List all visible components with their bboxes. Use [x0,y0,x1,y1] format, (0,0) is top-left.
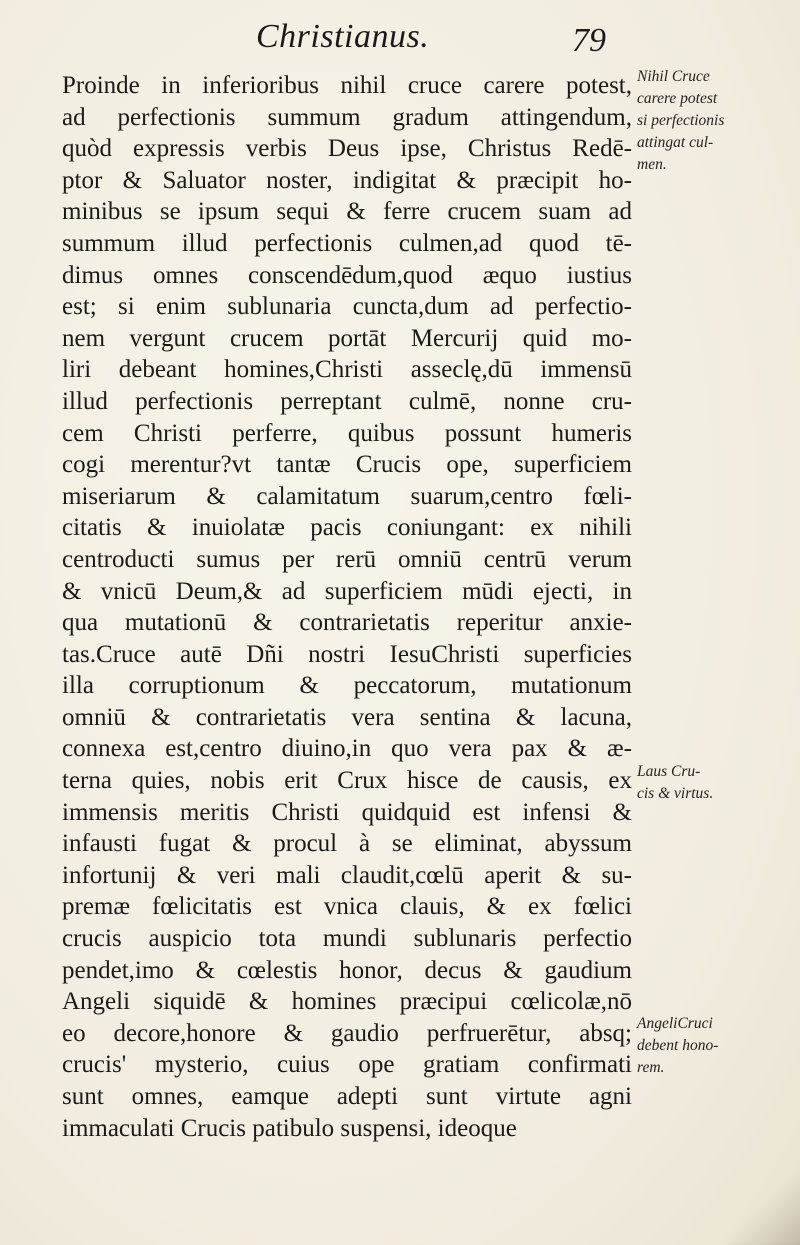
margin-note-angeli-cruci [637,1013,797,1079]
text-line: Angeli siquidē & homines præcipui cœlicolæ,nō [62,988,632,1016]
page-corner-stain [710,1155,800,1245]
margin-note-nihil-cruce [637,66,797,176]
text-line: ptor & Saluator noster, indigitat & præcipit ho- [62,166,632,194]
text-line: miseriarum & calamitatum suarum,centro fœli- [62,482,632,510]
text-line: summum illud perfectionis culmen,ad quod tē- [62,229,632,257]
text-line: tas.Cruce autē Dñi nostri IesuChristi superficies [62,640,632,668]
text-line: ad perfectionis summum gradum attingendum, [62,103,632,131]
text-line: premæ fœlicitatis est vnica clauis, & ex fœlici [62,893,632,921]
text-line: crucis auspicio tota mundi sublunaris perfectio [62,925,632,953]
text-line: immensis meritis Christi quidquid est infensi & [62,798,632,826]
margin-note-line: Nihil Cruce [637,68,710,85]
main-text-column [62,70,632,1144]
text-line: illa corruptionum & peccatorum, mutationum [62,672,632,700]
margin-note-line: attingat cul- [637,134,714,151]
text-line: terna quies, nobis erit Crux hisce de causis, ex [62,767,632,795]
text-line: qua mutationū & contrarietatis reperitur anxie- [62,609,632,637]
text-line: illud perfectionis perreptant culmē, nonne cru- [62,387,632,415]
running-head: Christianus. [256,18,430,55]
margin-note-line: Laus Cru- [637,763,701,780]
text-line: minibus se ipsum sequi & ferre crucem suam ad [62,198,632,226]
text-line: pendet,imo & cœlestis honor, decus & gaudium [62,956,632,984]
text-line: omniū & contrarietatis vera sentina & lacuna, [62,703,632,731]
text-line: cogi merentur?vt tantæ Crucis ope, superficiem [62,451,632,479]
text-line: sunt omnes, eamque adepti sunt virtute agni [62,1083,632,1110]
text-line: quòd expressis verbis Deus ipse, Christus Redē- [62,135,632,163]
text-line: infausti fugat & procul à se eliminat, abyssum [62,830,632,858]
text-line: liri debeant homines,Christi asseclę,dū immensū [62,356,632,384]
text-line: dimus omnes conscendēdum,quod æquo iustius [62,261,632,289]
text-line: est; si enim sublunaria cuncta,dum ad perfectio- [62,293,632,321]
margin-note-line: debent hono- [637,1037,719,1054]
margin-note-line: si perfectionis [637,112,725,129]
text-line: & vnicū Deum,& ad superficiem mūdi ejecti, in [62,577,632,605]
margin-note-line: cis & virtus. [637,785,714,802]
margin-note-line: men. [637,156,667,173]
margin-note-line: carere potest [637,90,718,107]
text-line: connexa est,centro diuino,in quo vera pax & æ- [62,735,632,763]
margin-note-line: AngeliCruci [637,1015,713,1032]
text-line: centroducti sumus per rerū omniū centrū verum [62,545,632,573]
text-line: eo decore,honore & gaudio perfruerētur, absq; [62,1019,632,1047]
page-header [0,18,640,68]
text-line: crucis' mysterio, cuius ope gratiam confirmati [62,1051,632,1079]
page-number: 79 [572,22,606,59]
text-line: nem vergunt crucem portāt Mercurij quid mo- [62,324,632,352]
text-line: citatis & inuiolatæ pacis coniungant: ex nihili [62,514,632,542]
text-line: cem Christi perferre, quibus possunt humeris [62,419,632,447]
margin-note-laus-crucis [637,761,797,805]
text-line: Proinde in inferioribus nihil cruce carere potest, [62,72,632,99]
text-line: infortunij & veri mali claudit,cœlū aperit & su- [62,861,632,889]
text-line: immaculati Crucis patibulo suspensi, ideoque [62,1114,517,1142]
margin-note-line: rem. [637,1059,665,1076]
